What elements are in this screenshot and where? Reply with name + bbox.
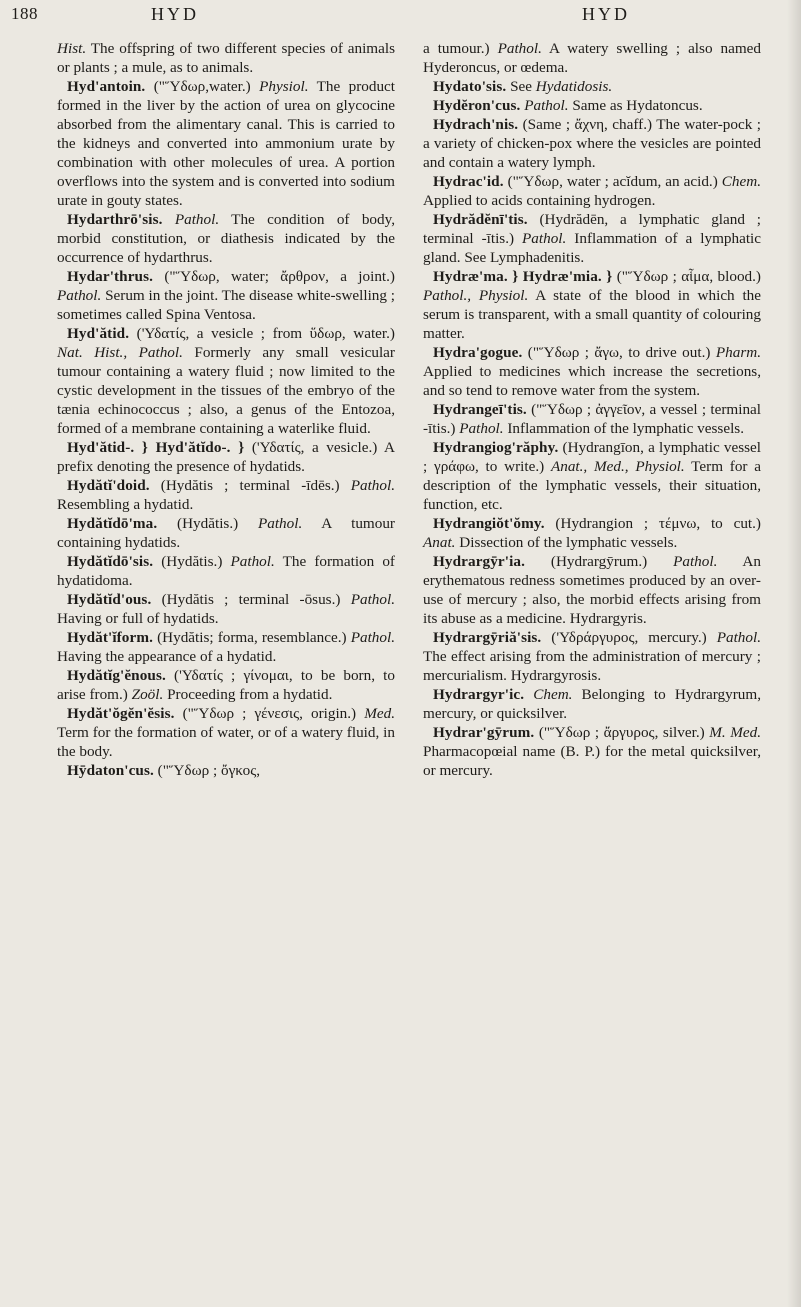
definition-text: An erythematous redness sometimes produced by an over-use of mercury ; also, the morbid effects arising from its abuse as a medicine. Hydrargyris. <box>423 553 761 627</box>
headword: Hydrar'gȳrum. <box>433 724 535 741</box>
headword: Hydătĭdō'sis. <box>67 553 154 570</box>
dictionary-entry <box>57 761 395 780</box>
headword: Hydrargȳr'ia. <box>433 553 525 570</box>
etymology: ("Ὕδωρ ; γένεσις, origin.) <box>174 705 365 722</box>
definition-text: The water-pock ; a variety of chicken-pox where the vesicles are pointed and contain a watery lymph. <box>423 116 761 171</box>
headword: Hyd'ătid. <box>67 325 130 342</box>
headword: Hydăt'ĭform. <box>67 629 153 646</box>
etymology: ("Ὕδωρ ; ὄγκος, <box>153 762 261 779</box>
headword: Hydrargȳriă'sis. <box>433 629 542 646</box>
dictionary-entry <box>423 77 761 96</box>
usage-label: Pathol. <box>257 515 303 532</box>
dictionary-entry <box>57 476 395 514</box>
etymology <box>524 686 533 703</box>
etymology: (Hydătis ; terminal -īdēs.) <box>149 477 351 494</box>
etymology: ('Υδατίς ; γίνομαι, to be born, to arise from.) <box>57 667 395 703</box>
running-head-left: HYD <box>151 4 199 24</box>
definition-text: The formation of hydatidoma. <box>57 553 395 589</box>
etymology: (Hydătis; forma, resemblance.) <box>153 629 351 646</box>
headword: Hydătĭdō'ma. <box>67 515 158 532</box>
headword: Hydrangeī'tis. <box>433 401 527 418</box>
right-column <box>423 39 761 780</box>
dictionary-entry <box>423 343 761 400</box>
definition-text: Term for the formation of water, or of a watery fluid, in the body. <box>57 724 395 760</box>
definition-text: A tumour containing hydatids. <box>57 515 395 551</box>
usage-label: Hist. <box>57 40 87 57</box>
dictionary-entry <box>423 628 761 685</box>
headword: Hydrădĕnī'tis. <box>433 211 528 228</box>
headword: Hydrac'id. <box>433 173 504 190</box>
usage-label: M. Med. <box>709 724 761 741</box>
etymology: (Hydătis ; terminal -ōsus.) <box>151 591 351 608</box>
usage-label: Physiol. <box>259 78 309 95</box>
headword: Hȳdaton'cus. <box>67 762 154 779</box>
dictionary-entry <box>57 514 395 552</box>
definition-text: Having the appearance of a hydatid. <box>57 648 277 665</box>
etymology: (Hydrădēn, a lymphatic gland ; terminal -ītis.) <box>423 211 761 247</box>
etymology <box>162 211 174 228</box>
etymology: ("Ὕδωρ, water; ἄρθρον, a joint.) <box>153 268 395 285</box>
usage-label: Pathol. <box>522 230 567 247</box>
usage-label: Nat. Hist., Pathol. <box>57 344 183 361</box>
etymology: (Hydrargȳrum.) <box>525 553 674 570</box>
dictionary-entry <box>423 115 761 172</box>
usage-label: Pathol. <box>57 287 102 304</box>
usage-label: Pathol. <box>350 591 395 608</box>
dictionary-entry <box>57 590 395 628</box>
dictionary-entry <box>57 666 395 704</box>
definition-text: Inflammation of the lymphatic vessels. <box>503 420 744 437</box>
usage-label: Med. <box>364 705 395 722</box>
definition-text: Formerly any small vesicular tumour containing a watery fluid ; now limited to the cystic development in the tissues of the embryo of the tænia echinococcus ; also, a genus of the Entozoa, formed of a membrane containing a waterlike fluid. <box>57 344 395 437</box>
dictionary-entry <box>423 685 761 723</box>
dictionary-entry <box>57 438 395 476</box>
dictionary-entry <box>423 96 761 115</box>
usage-label: Pathol. <box>230 553 275 570</box>
etymology: ("Ὕδωρ ; αἷμα, blood.) <box>612 268 761 285</box>
running-head-right: HYD <box>582 4 630 24</box>
etymology: ('Υδατίς, a vesicle ; from ὕδωρ, water.) <box>129 325 395 342</box>
usage-label: Pharm. <box>715 344 761 361</box>
etymology: ("Ὕδωρ,water.) <box>145 78 260 95</box>
definition-text: Proceeding from a hydatid. <box>163 686 333 703</box>
definition-text: Resembling a hydatid. <box>57 496 194 513</box>
dictionary-entry <box>423 552 761 628</box>
dictionary-entry <box>57 77 395 210</box>
usage-label: Pathol. <box>350 477 395 494</box>
headword: Hyd'antoin. <box>67 78 146 95</box>
usage-label: Anat., Med., Physiol. <box>550 458 685 475</box>
headword: Hydrach'nis. <box>433 116 519 133</box>
definition-text: Having or full of hydatids. <box>57 610 219 627</box>
etymology: (Hydrangion ; τέμνω, to cut.) <box>544 515 761 532</box>
definition-text: The product formed in the liver by the action of urea on glycocine absorbed from the alimentary canal. This is carried to the kidneys and converted into ammonium urate by combination with other molecules of urea. A portion overflows into the system and is converted into sodium urate in gouty states. <box>57 78 396 209</box>
headword: Hydato'sis. <box>433 78 507 95</box>
usage-label: Chem. <box>721 173 761 190</box>
definition-text: The offspring of two different species of animals or plants ; a mule, as to animals. <box>57 40 395 76</box>
dictionary-entry <box>423 514 761 552</box>
definition-text: A watery swelling ; also named Hyderoncus, or œdema. <box>423 40 761 76</box>
definition-text: Applied to acids containing hydrogen. <box>423 192 656 209</box>
dictionary-entry <box>423 39 761 77</box>
definition-text: Inflammation of a lymphatic gland. See Lymphadenitis. <box>423 230 761 266</box>
usage-label: Pathol. <box>350 629 395 646</box>
headword: Hydræ'ma. } Hydræ'mia. } <box>433 268 613 285</box>
usage-label: Pathol. <box>497 40 542 57</box>
headword: Hydĕron'cus. <box>433 97 521 114</box>
dictionary-entry <box>423 438 761 514</box>
etymology: ("Ὕδωρ ; ἀγγεῖον, a vessel ; terminal -ītis.) <box>423 401 761 437</box>
headword: Hydarthrō'sis. <box>67 211 163 228</box>
etymology: a tumour.) <box>423 40 498 57</box>
usage-label: Pathol. <box>716 629 761 646</box>
definition-text: Pharmacopœial name (B. P.) for the metal quicksilver, or mercury. <box>423 743 761 779</box>
page-edge-shadow <box>787 0 801 1307</box>
page-number: 188 <box>11 4 38 23</box>
headword: Hydar'thrus. <box>67 268 154 285</box>
usage-label: Pathol. <box>459 420 504 437</box>
etymology: ("Ὕδωρ, water ; acĭdum, an acid.) <box>503 173 722 190</box>
definition-text: The effect arising from the administration of mercury ; mercurialism. Hydrargyrosis. <box>423 648 761 684</box>
definition-text: The condition of body, morbid constitution, or diathesis indicated by the occurrence of hydarthrus. <box>57 211 396 266</box>
dictionary-entry <box>57 210 395 267</box>
definition-text: A state of the blood in which the serum is transparent, with a small quantity of colouring matter. <box>423 287 762 342</box>
usage-label: Pathol., Physiol. <box>423 287 529 304</box>
etymology: (Hydătis.) <box>157 515 258 532</box>
dictionary-entry <box>57 267 395 324</box>
headword: Hydăt'ŏgĕn'ĕsis. <box>67 705 175 722</box>
usage-label: Pathol. <box>524 97 569 114</box>
definition-text: A prefix denoting the presence of hydatids. <box>57 439 395 475</box>
headword: Hydrangiog'răphy. <box>433 439 559 456</box>
dictionary-entry <box>423 172 761 210</box>
dictionary-entry <box>57 39 395 77</box>
etymology: ("Ὕδωρ ; ἄργυρος, silver.) <box>534 724 710 741</box>
dictionary-entry <box>57 628 395 666</box>
etymology: ("Ὕδωρ ; ἄγω, to drive out.) <box>522 344 716 361</box>
definition-text: Belonging to Hydrargyrum, mercury, or quicksilver. <box>423 686 762 722</box>
etymology: (Same ; ἄχνη, chaff.) <box>518 116 657 133</box>
etymology: ('Υδατίς, a vesicle.) <box>244 439 385 456</box>
headword: Hydătĭd'ous. <box>67 591 152 608</box>
etymology: (Hydătis.) <box>153 553 231 570</box>
dictionary-entry <box>423 210 761 267</box>
headword: Hyd'ătid-. } Hyd'ătĭdo-. } <box>67 439 245 456</box>
usage-label: Hydatidosis. <box>535 78 613 95</box>
etymology: ('Υδράργυρος, mercury.) <box>541 629 717 646</box>
dictionary-entry <box>423 267 761 343</box>
headword: Hydătĭg'ĕnous. <box>67 667 166 684</box>
dictionary-entry <box>423 723 761 780</box>
definition-text: Same as Hydatoncus. <box>568 97 703 114</box>
etymology: (Hydrangīon, a lymphatic vessel ; γράφω, to write.) <box>423 439 761 475</box>
left-column <box>57 39 395 780</box>
dictionary-entry <box>57 704 395 761</box>
headword: Hydra'gogue. <box>433 344 523 361</box>
usage-label: Chem. <box>533 686 573 703</box>
dictionary-entry <box>57 324 395 438</box>
definition-text: Serum in the joint. The disease white-swelling ; sometimes called Spina Ventosa. <box>57 287 396 323</box>
headword: Hydrangiŏt'ŏmy. <box>433 515 545 532</box>
definition-text: Term for a description of the lymphatic vessels, their situation, function, etc. <box>423 458 761 513</box>
etymology: See <box>506 78 536 95</box>
headword: Hydrargyr'ic. <box>433 686 525 703</box>
usage-label: Pathol. <box>673 553 718 570</box>
usage-label: Pathol. <box>174 211 220 228</box>
dictionary-entry <box>57 552 395 590</box>
headword: Hydătĭ'doid. <box>67 477 150 494</box>
usage-label: Anat. <box>423 534 456 551</box>
dictionary-entry <box>423 400 761 438</box>
definition-text: Dissection of the lymphatic vessels. <box>455 534 678 551</box>
definition-text: Applied to medicines which increase the secretions, and so tend to remove water from the system. <box>423 363 761 399</box>
usage-label: Zoöl. <box>131 686 164 703</box>
